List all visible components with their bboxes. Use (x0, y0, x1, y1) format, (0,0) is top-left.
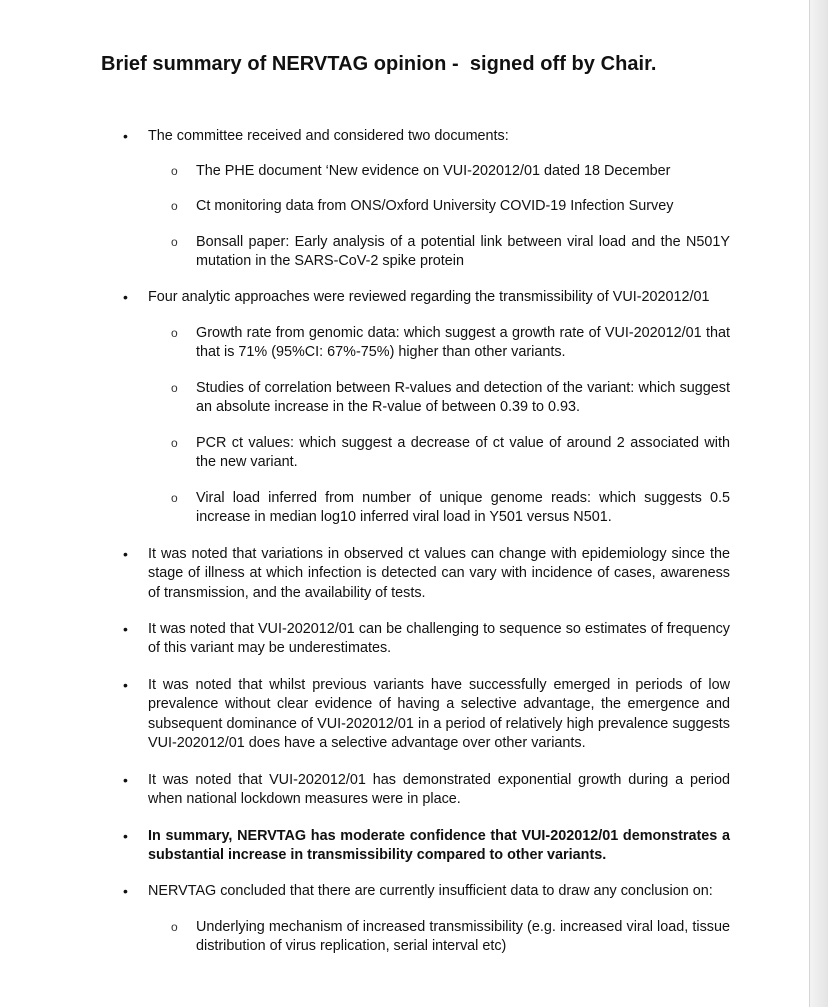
sub-bullet-icon: o (171, 381, 178, 395)
sub-bullet-icon: o (171, 326, 178, 340)
bullet-icon: • (123, 289, 128, 305)
list-item-ct-variation: It was noted that variations in observed ct values can change with epidemiology since the stage of illness at which infection is detected can vary with incidence of cases, awareness of transmission, and the availability of tests. (148, 546, 730, 601)
page-title: Brief summary of NERVTAG opinion - signed off by Chair. (101, 53, 657, 75)
bullet-icon: • (123, 883, 128, 899)
bullet-icon: • (123, 128, 128, 144)
sub-bullet-icon: o (171, 164, 178, 178)
sub-item-phe-document: The PHE document ‘New evidence on VUI-202012/01 dated 18 December (196, 163, 671, 179)
sub-item-viral-load: Viral load inferred from number of unique genome reads: which suggests 0.5 increase in median log10 inferred viral load in Y501 versus N501. (196, 490, 730, 526)
sub-item-bonsall-paper: Bonsall paper: Early analysis of a potential link between viral load and the N501Y mutation in the SARS-CoV-2 spike protein (196, 234, 730, 270)
sub-item-ct-monitoring: Ct monitoring data from ONS/Oxford University COVID-19 Infection Survey (196, 198, 674, 214)
sub-bullet-icon: o (171, 436, 178, 450)
bullet-icon: • (123, 828, 128, 844)
sub-item-underlying-mechanism: Underlying mechanism of increased transmissibility (e.g. increased viral load, tissue distribution of virus replication, serial interval etc) (196, 919, 730, 955)
list-item-insufficient-data: NERVTAG concluded that there are currently insufficient data to draw any conclusion on: (148, 883, 713, 899)
list-item-documents-received: The committee received and considered two documents: (148, 128, 509, 144)
sub-item-pcr-ct-values: PCR ct values: which suggest a decrease of ct value of around 2 associated with the new variant. (196, 435, 730, 471)
list-item-summary: In summary, NERVTAG has moderate confidence that VUI-202012/01 demonstrates a substantial increase in transmissibility compared to other variants. (148, 828, 730, 864)
bullet-icon: • (123, 621, 128, 637)
sub-item-r-values: Studies of correlation between R-values and detection of the variant: which suggest an absolute increase in the R-value of between 0.39 to 0.93. (196, 380, 730, 416)
sub-bullet-icon: o (171, 491, 178, 505)
sub-bullet-icon: o (171, 235, 178, 249)
bullet-icon: • (123, 677, 128, 693)
sub-bullet-icon: o (171, 920, 178, 934)
page-edge (809, 0, 828, 1007)
list-item-selective-advantage: It was noted that whilst previous variants have successfully emerged in periods of low prevalence without clear evidence of having a selective advantage, the emergence and subsequent dominance of VUI-202012/01 in a period of relatively high prevalence suggests VUI-202012/01 does have a selective advantage over other variants. (148, 677, 730, 752)
sub-item-growth-rate: Growth rate from genomic data: which suggest a growth rate of VUI-202012/01 that that is 71% (95%CI: 67%-75%) higher than other variants. (196, 325, 730, 361)
list-item-exponential-growth: It was noted that VUI-202012/01 has demonstrated exponential growth during a period when national lockdown measures were in place. (148, 772, 730, 808)
list-item-sequencing: It was noted that VUI-202012/01 can be challenging to sequence so estimates of frequency of this variant may be underestimates. (148, 621, 730, 657)
bullet-icon: • (123, 546, 128, 562)
list-item-analytic-approaches: Four analytic approaches were reviewed regarding the transmissibility of VUI-202012/01 (148, 289, 710, 305)
sub-bullet-icon: o (171, 199, 178, 213)
bullet-icon: • (123, 772, 128, 788)
